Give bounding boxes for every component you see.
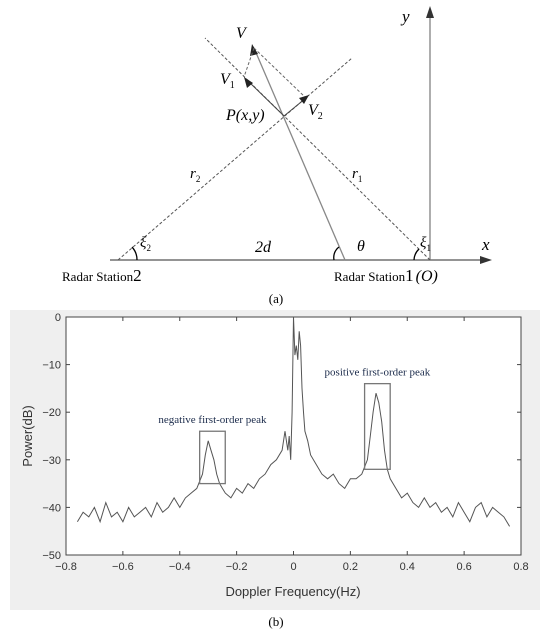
plot-area — [66, 317, 521, 555]
r1-line — [205, 38, 430, 260]
baseline-label: 2d — [255, 239, 271, 256]
r2-line — [118, 58, 352, 260]
y-tick-label: −20 — [42, 407, 61, 420]
xi2-label: $\xi_2$ — [140, 235, 151, 253]
x-axis-title: Doppler Frequency(Hz) — [225, 584, 361, 599]
y-tick-label: −40 — [42, 502, 61, 515]
xi2-angle-arc — [132, 247, 137, 260]
v1-arrow-icon — [244, 77, 253, 88]
x-tick-label: −0.2 — [225, 561, 248, 573]
doppler-spectrum-chart — [10, 310, 540, 610]
v1-label: $V_1$ — [220, 71, 235, 91]
x-tick-label: 0.2 — [342, 561, 359, 573]
y-axis-title: Power(dB) — [20, 405, 35, 467]
y-axis-label: y — [402, 7, 410, 26]
annotation-label: negative first-order peak — [158, 414, 267, 427]
x-tick-label: 0.6 — [456, 561, 472, 573]
annotation-label: positive first-order peak — [324, 366, 431, 379]
x-tick-label: 0.4 — [399, 561, 415, 573]
v2-label: $V_2$ — [308, 102, 323, 122]
x-tick-label: 0.8 — [513, 561, 529, 573]
caption-a: (a) — [268, 291, 284, 306]
r2-label: $r_2$ — [190, 166, 201, 184]
y-tick-label: −30 — [42, 454, 61, 467]
caption-b: (b) — [268, 614, 284, 629]
x-axis-arrow-icon — [480, 256, 492, 264]
xi1-label: $\xi_1$ — [420, 235, 431, 253]
target-trajectory-line — [254, 48, 345, 260]
x-tick-label: −0.6 — [112, 561, 134, 573]
x-axis-label: x — [482, 235, 490, 254]
y-axis-arrow-icon — [426, 6, 434, 18]
y-tick-label: 0 — [54, 312, 61, 324]
v-guide-dashed — [254, 48, 306, 98]
x-tick-label: −0.8 — [55, 561, 77, 573]
velocity-arrow-icon — [250, 44, 258, 56]
y-tick-label: −10 — [42, 359, 61, 372]
geometry-diagram — [62, 6, 492, 306]
xi1-angle-arc — [414, 249, 419, 260]
radar-station-2-label: Radar Station2 — [62, 266, 142, 285]
y-tick-label: −50 — [42, 550, 61, 562]
x-tick-label: −0.4 — [168, 561, 191, 573]
velocity-label: V — [236, 25, 246, 42]
theta-label: θ — [357, 238, 365, 255]
r1-label: $r_1$ — [352, 166, 363, 184]
theta-angle-arc — [334, 247, 339, 260]
point-label: P(x,y) — [226, 107, 265, 124]
radar-station-1-label: Radar Station1 (O) — [334, 266, 438, 285]
x-tick-label: 0 — [290, 561, 297, 573]
